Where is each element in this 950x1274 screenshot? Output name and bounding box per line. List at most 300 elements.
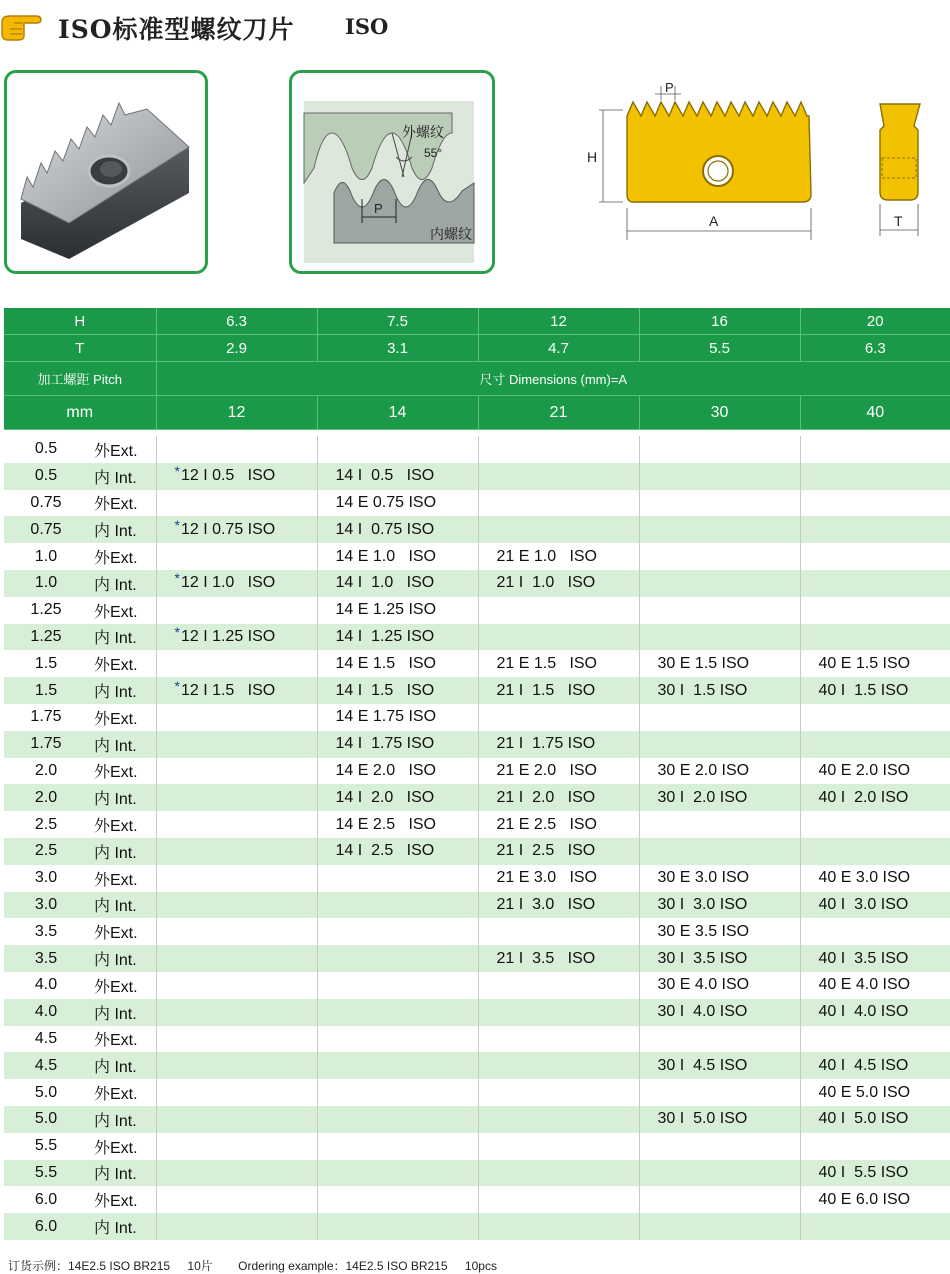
thread-type: 外Ext. (88, 490, 156, 517)
t-value: 3.1 (317, 335, 478, 362)
insert-code-cell (317, 838, 478, 865)
insert-code-cell (156, 918, 317, 945)
insert-code-cell (639, 758, 800, 785)
insert-code: 40 E 6.0 ISO (818, 1190, 911, 1208)
table-row (4, 436, 950, 463)
insert-code-cell (800, 677, 950, 704)
insert-code: 40 I 4.0 ISO (818, 1003, 909, 1021)
insert-code-cell (317, 892, 478, 919)
dimensions-label: 尺寸 Dimensions (mm)=A (156, 362, 950, 396)
table-row (4, 570, 950, 597)
pitch-value: 2.5 (4, 838, 88, 865)
insert-code-cell (317, 650, 478, 677)
pitch-value: 0.5 (4, 463, 88, 490)
table-row (4, 543, 950, 570)
insert-code-cell (478, 436, 639, 463)
pitch-value: 1.75 (4, 731, 88, 758)
insert-code-cell (800, 1160, 950, 1187)
insert-code-cell (800, 463, 950, 490)
table-row (4, 892, 950, 919)
insert-code-cell (478, 1106, 639, 1133)
table-row (4, 597, 950, 624)
insert-code-cell (639, 677, 800, 704)
t-value: 2.9 (156, 335, 317, 362)
table-row (4, 758, 950, 785)
asterisk-marker: * (174, 570, 180, 587)
insert-code-cell (156, 731, 317, 758)
thread-profile-box (289, 70, 495, 274)
insert-code-cell (478, 918, 639, 945)
insert-code-cell (639, 1026, 800, 1053)
front-pitch-label: P (665, 80, 674, 95)
ordering-qty-cn: 10片 (187, 1259, 213, 1273)
thread-type: 内 Int. (88, 624, 156, 651)
insert-code-cell (800, 543, 950, 570)
insert-code-cell (478, 1133, 639, 1160)
pitch-header-row (4, 362, 950, 396)
size-value: 30 (639, 396, 800, 430)
size-value: 12 (156, 396, 317, 430)
length-a-label: A (709, 213, 719, 229)
insert-code-cell (317, 784, 478, 811)
thread-type: 外Ext. (88, 972, 156, 999)
pitch-value: 3.0 (4, 892, 88, 919)
insert-code: 14 E 1.0 ISO (335, 547, 436, 565)
thread-profile-diagram (292, 73, 492, 271)
table-row (4, 865, 950, 892)
insert-code-cell (317, 1052, 478, 1079)
thread-type: 外Ext. (88, 1133, 156, 1160)
table-row (4, 516, 950, 543)
thread-type: 内 Int. (88, 999, 156, 1026)
size-value: 14 (317, 396, 478, 430)
insert-code-cell (639, 972, 800, 999)
t-value: 4.7 (478, 335, 639, 362)
insert-code-cell (317, 731, 478, 758)
insert-code-cell (317, 1186, 478, 1213)
insert-code: 40 I 5.5 ISO (818, 1163, 909, 1181)
insert-code-cell (639, 784, 800, 811)
thread-type: 外Ext. (88, 597, 156, 624)
insert-code-cell (800, 1026, 950, 1053)
size-row (4, 396, 950, 430)
insert-code-cell (317, 945, 478, 972)
insert-code-cell (317, 999, 478, 1026)
insert-code-cell (156, 624, 317, 651)
insert-code-cell (800, 811, 950, 838)
insert-code-cell (800, 1079, 950, 1106)
insert-code-cell (317, 436, 478, 463)
insert-code: 14 E 0.75 ISO (335, 493, 437, 511)
insert-code-cell (639, 1133, 800, 1160)
insert-code-cell (156, 1026, 317, 1053)
insert-code: 30 I 4.5 ISO (657, 1056, 748, 1074)
insert-code-cell (156, 1133, 317, 1160)
pitch-value: 4.5 (4, 1052, 88, 1079)
insert-code: 14 I 0.75 ISO (335, 520, 435, 538)
insert-code-cell (639, 570, 800, 597)
insert-code-cell (317, 543, 478, 570)
insert-code-cell (478, 1186, 639, 1213)
insert-code-cell (478, 624, 639, 651)
insert-code: 40 E 2.0 ISO (818, 761, 911, 779)
insert-code-cell (639, 918, 800, 945)
thread-type: 内 Int. (88, 784, 156, 811)
insert-code: 30 I 2.0 ISO (657, 788, 748, 806)
thread-type: 外Ext. (88, 918, 156, 945)
insert-code-cell (156, 1160, 317, 1187)
insert-code-cell (478, 463, 639, 490)
table-row (4, 1160, 950, 1187)
insert-code-cell (639, 650, 800, 677)
pitch-value: 0.5 (34, 440, 58, 458)
insert-code: 21 I 2.0 ISO (496, 788, 596, 806)
insert-code: 40 E 4.0 ISO (818, 976, 911, 994)
insert-code-cell (156, 597, 317, 624)
insert-code: 21 E 1.0 ISO (496, 547, 597, 565)
pitch-value: 1.0 (34, 547, 58, 565)
pitch-label: 加工螺距 Pitch (4, 362, 156, 396)
table-row (4, 1079, 950, 1106)
insert-code-cell (317, 516, 478, 543)
pitch-value: 1.25 (4, 624, 88, 651)
insert-code-cell (478, 838, 639, 865)
insert-code-cell (800, 624, 950, 651)
table-row (4, 463, 950, 490)
insert-code-cell (800, 1052, 950, 1079)
insert-code-cell (317, 677, 478, 704)
thread-type: 内 Int. (88, 1106, 156, 1133)
insert-code-cell (478, 731, 639, 758)
insert-code: 12 I 0.5 ISO (180, 467, 276, 485)
insert-code-cell (639, 1106, 800, 1133)
thread-type: 外Ext. (88, 436, 156, 463)
insert-code-cell (478, 543, 639, 570)
table-row (4, 811, 950, 838)
table-row (4, 1186, 950, 1213)
insert-code-cell (478, 1079, 639, 1106)
insert-code: 21 E 2.5 ISO (496, 815, 597, 833)
insert-code: 14 I 1.0 ISO (335, 574, 435, 592)
insert-code-cell (639, 731, 800, 758)
insert-code-cell (156, 677, 317, 704)
threading-insert-illustration (7, 73, 205, 271)
pitch-value: 5.0 (4, 1106, 88, 1133)
insert-code-cell (478, 999, 639, 1026)
insert-code-cell (317, 570, 478, 597)
insert-code: 21 I 3.5 ISO (496, 949, 596, 967)
insert-code: 14 I 1.25 ISO (335, 627, 435, 645)
insert-code-cell (478, 1052, 639, 1079)
insert-code-cell (317, 624, 478, 651)
table-row (4, 704, 950, 731)
size-value: 40 (800, 396, 950, 430)
iso-insert-table (4, 308, 950, 1240)
insert-code: 14 E 2.5 ISO (335, 815, 436, 833)
insert-code-cell (800, 704, 950, 731)
insert-code-cell (478, 945, 639, 972)
insert-code: 14 E 1.5 ISO (335, 654, 436, 672)
insert-code-cell (639, 1079, 800, 1106)
insert-code-cell (156, 1186, 317, 1213)
table-row (4, 650, 950, 677)
insert-code-cell (156, 704, 317, 731)
thread-type: 内 Int. (88, 1052, 156, 1079)
insert-code: 40 I 2.0 ISO (818, 788, 909, 806)
insert-code: 14 E 2.0 ISO (335, 761, 436, 779)
insert-code-cell (156, 516, 317, 543)
thread-type: 内 Int. (88, 1160, 156, 1187)
insert-code-cell (639, 597, 800, 624)
thread-type: 外Ext. (88, 758, 156, 785)
insert-code-cell (156, 570, 317, 597)
insert-code-cell (478, 865, 639, 892)
pitch-value: 1.0 (4, 570, 88, 597)
thread-type: 内 Int. (88, 838, 156, 865)
insert-code-cell (639, 1213, 800, 1240)
insert-code: 40 I 3.5 ISO (818, 949, 909, 967)
table-row (4, 1106, 950, 1133)
insert-code-cell (156, 543, 317, 570)
insert-code: 12 I 1.25 ISO (180, 627, 276, 645)
insert-photo-box (4, 70, 208, 274)
t-value: 6.3 (800, 335, 950, 362)
insert-code: 14 E 1.25 ISO (335, 601, 437, 619)
pitch-value: 5.5 (34, 1137, 58, 1155)
insert-code-cell (639, 1160, 800, 1187)
insert-code-cell (478, 1213, 639, 1240)
insert-code-cell (478, 516, 639, 543)
insert-code-cell (317, 972, 478, 999)
thread-type: 内 Int. (88, 463, 156, 490)
insert-code-cell (639, 999, 800, 1026)
insert-code-cell (317, 1026, 478, 1053)
h-value: 12 (478, 308, 639, 335)
insert-code-cell (317, 1213, 478, 1240)
table-row (4, 784, 950, 811)
insert-code-cell (317, 1160, 478, 1187)
thread-type: 外Ext. (88, 1186, 156, 1213)
insert-code-cell (156, 436, 317, 463)
insert-code-cell (800, 865, 950, 892)
pitch-value: 2.0 (4, 784, 88, 811)
insert-code: 21 E 3.0 ISO (496, 869, 597, 887)
insert-code-cell (800, 838, 950, 865)
insert-code-cell (156, 945, 317, 972)
insert-code-cell (639, 811, 800, 838)
insert-code-cell (478, 704, 639, 731)
page-header (0, 0, 950, 60)
insert-code: 30 E 4.0 ISO (657, 976, 750, 994)
insert-code-cell (317, 704, 478, 731)
insert-code-cell (156, 784, 317, 811)
insert-code-cell (639, 838, 800, 865)
t-value: 5.5 (639, 335, 800, 362)
h-row (4, 308, 950, 335)
t-label: T (4, 335, 156, 362)
insert-code-cell (317, 865, 478, 892)
insert-code-cell (800, 945, 950, 972)
insert-code-cell (156, 490, 317, 517)
insert-code-cell (478, 1160, 639, 1187)
insert-code-cell (639, 892, 800, 919)
insert-code-cell (478, 972, 639, 999)
insert-code-cell (800, 570, 950, 597)
pitch-value: 6.0 (34, 1190, 58, 1208)
pitch-value: 5.5 (4, 1160, 88, 1187)
h-label: H (4, 308, 156, 335)
insert-code-cell (156, 892, 317, 919)
h-value: 6.3 (156, 308, 317, 335)
table-row (4, 731, 950, 758)
insert-code-cell (800, 999, 950, 1026)
insert-code-cell (478, 490, 639, 517)
thread-type: 内 Int. (88, 570, 156, 597)
insert-code: 21 I 1.75 ISO (496, 735, 596, 753)
insert-code-cell (639, 543, 800, 570)
insert-code-cell (478, 570, 639, 597)
insert-code-cell (639, 704, 800, 731)
insert-code-cell (156, 1079, 317, 1106)
pitch-value: 1.5 (4, 677, 88, 704)
insert-code-cell (317, 597, 478, 624)
table-row (4, 1026, 950, 1053)
insert-code-cell (478, 1026, 639, 1053)
insert-code-cell (317, 918, 478, 945)
insert-code-cell (317, 490, 478, 517)
insert-code-cell (317, 758, 478, 785)
pitch-value: 4.0 (4, 999, 88, 1026)
insert-code-cell (156, 999, 317, 1026)
thread-type: 外Ext. (88, 865, 156, 892)
ordering-example (8, 1257, 511, 1274)
insert-code-cell (800, 1133, 950, 1160)
insert-code-cell (639, 436, 800, 463)
insert-code-cell (639, 490, 800, 517)
insert-code: 30 E 3.5 ISO (657, 922, 750, 940)
insert-code-cell (478, 597, 639, 624)
thread-type: 外Ext. (88, 650, 156, 677)
height-h-label: H (587, 149, 598, 165)
asterisk-marker: * (174, 516, 180, 533)
size-value: 21 (478, 396, 639, 430)
insert-code-cell (478, 811, 639, 838)
insert-code: 40 I 4.5 ISO (818, 1056, 909, 1074)
pitch-value: 1.5 (34, 654, 58, 672)
thread-type: 外Ext. (88, 1026, 156, 1053)
insert-code-cell (800, 1213, 950, 1240)
pitch-value: 4.0 (34, 976, 58, 994)
h-value: 7.5 (317, 308, 478, 335)
pitch-value: 0.75 (4, 516, 88, 543)
thread-type: 外Ext. (88, 704, 156, 731)
t-row (4, 335, 950, 362)
thread-type: 外Ext. (88, 543, 156, 570)
thickness-t-label: T (894, 213, 903, 229)
external-thread-label: 外螺纹 (402, 124, 444, 140)
insert-code-cell (478, 892, 639, 919)
pitch-value: 2.5 (34, 815, 58, 833)
insert-code: 30 E 2.0 ISO (657, 761, 750, 779)
insert-code: 40 I 3.0 ISO (818, 895, 909, 913)
insert-code-cell (800, 1106, 950, 1133)
table-row (4, 1052, 950, 1079)
asterisk-marker: * (174, 677, 180, 694)
insert-code-cell (800, 436, 950, 463)
table-row (4, 624, 950, 651)
pitch-value: 0.75 (30, 493, 62, 511)
insert-code-cell (800, 918, 950, 945)
insert-code: 14 I 1.75 ISO (335, 735, 435, 753)
insert-code-cell (317, 1079, 478, 1106)
insert-code-cell (639, 624, 800, 651)
insert-code-cell (478, 650, 639, 677)
thread-type: 内 Int. (88, 945, 156, 972)
insert-code-cell (800, 516, 950, 543)
pitch-value: 4.5 (34, 1029, 58, 1047)
thread-type: 内 Int. (88, 1213, 156, 1240)
insert-code: 21 I 1.0 ISO (496, 574, 596, 592)
insert-code: 30 I 3.0 ISO (657, 895, 748, 913)
pitch-value: 1.75 (30, 708, 62, 726)
insert-code: 14 I 2.5 ISO (335, 842, 435, 860)
pitch-value: 3.5 (34, 922, 58, 940)
page-subtitle: ISO (345, 14, 389, 39)
insert-code: 21 E 2.0 ISO (496, 761, 597, 779)
thread-type: 内 Int. (88, 731, 156, 758)
insert-code: 14 E 1.75 ISO (335, 708, 437, 726)
thread-angle-label: 55° (424, 146, 443, 160)
insert-code-cell (478, 758, 639, 785)
insert-code: 14 I 2.0 ISO (335, 788, 435, 806)
insert-code-cell (800, 650, 950, 677)
table-row (4, 945, 950, 972)
internal-thread-label: 内螺纹 (430, 226, 472, 242)
table-row (4, 490, 950, 517)
thread-type: 内 Int. (88, 516, 156, 543)
thread-type: 内 Int. (88, 677, 156, 704)
insert-code: 14 I 1.5 ISO (335, 681, 435, 699)
table-row (4, 918, 950, 945)
insert-code-cell (156, 650, 317, 677)
insert-code: 12 I 1.5 ISO (180, 681, 276, 699)
insert-code-cell (156, 758, 317, 785)
insert-code-cell (156, 1106, 317, 1133)
insert-code-cell (639, 463, 800, 490)
thread-type: 外Ext. (88, 811, 156, 838)
insert-code-cell (156, 838, 317, 865)
insert-code-cell (317, 463, 478, 490)
insert-code: 40 E 5.0 ISO (818, 1083, 911, 1101)
insert-side-dimension-diagram (868, 96, 928, 236)
insert-code-cell (639, 1052, 800, 1079)
insert-code: 12 I 1.0 ISO (180, 574, 276, 592)
insert-code: 30 I 3.5 ISO (657, 949, 748, 967)
insert-code-cell (800, 731, 950, 758)
ordering-example-cn: 订货示例：14E2.5 ISO BR215 (8, 1259, 171, 1273)
insert-code: 21 I 3.0 ISO (496, 895, 596, 913)
page-title: ISO标准型螺纹刀片 (58, 15, 295, 44)
pointing-hand-icon (0, 8, 44, 44)
pitch-value: 1.25 (30, 601, 62, 619)
insert-code-cell (639, 945, 800, 972)
profile-pitch-label: P (374, 201, 383, 216)
h-value: 16 (639, 308, 800, 335)
table-row (4, 677, 950, 704)
insert-code: 21 I 1.5 ISO (496, 681, 596, 699)
pitch-value: 3.0 (34, 869, 58, 887)
insert-code-cell (156, 972, 317, 999)
